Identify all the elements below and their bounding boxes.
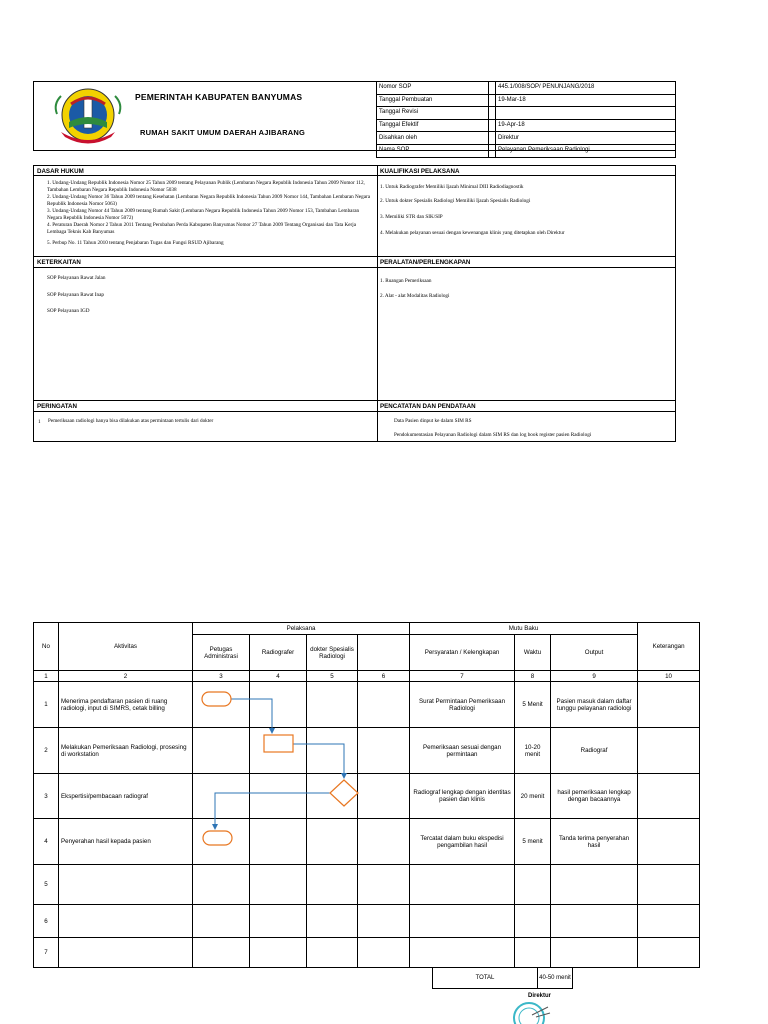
meta-label: Nama SOP xyxy=(377,144,489,157)
row-aktivitas: Ekspertisi/pembacaan radiograf xyxy=(59,774,193,819)
row-persyaratan: Surat Permintaan Pemeriksaan Radiologi xyxy=(410,682,515,728)
col-number: 5 xyxy=(307,671,358,682)
row-waktu: 20 menit xyxy=(515,774,551,819)
flow-arrows xyxy=(215,699,344,829)
meta-value: Direktur xyxy=(496,132,676,145)
peralatan-title: PERALATAN/PERLENGKAPAN xyxy=(380,259,471,266)
row-aktivitas: Penyerahan hasil kepada pasien xyxy=(59,819,193,865)
col-no-header: No xyxy=(34,623,59,671)
row-no: 3 xyxy=(34,774,59,819)
row-no: 5 xyxy=(34,865,59,905)
col-petugas-header: Petugas Administrasi xyxy=(193,635,250,671)
kualifikasi-title: KUALIFIKASI PELAKSANA xyxy=(380,168,460,175)
hospital-stamp-icon xyxy=(512,1001,552,1024)
meta-label: Tanggal Efektif xyxy=(377,119,489,132)
col-output-header: Output xyxy=(551,635,638,671)
col-number: 3 xyxy=(193,671,250,682)
kualifikasi-item: 3. Memiliki STR dan SIK/SIP xyxy=(380,214,443,220)
government-name: PEMERINTAH KABUPATEN BANYUMAS xyxy=(135,92,303,102)
col-number: 2 xyxy=(59,671,193,682)
keterkaitan-item: SOP Pelayanan IGD xyxy=(47,308,90,314)
meta-value: Pelayanan Pemeriksaan Radiologi xyxy=(496,144,676,157)
meta-label: Tanggal Pembuatan xyxy=(377,94,489,107)
row-no: 6 xyxy=(34,905,59,938)
peringatan-title: PERINGATAN xyxy=(37,403,77,410)
pencatatan-item: Data Pasien dinput ke dalam SIM RS xyxy=(394,418,472,424)
dasar-hukum-title: DASAR HUKUM xyxy=(37,168,84,175)
row-aktivitas: Menerima pendaftaran pasien di ruang radiologi, input di SIMRS, cetak billing xyxy=(59,682,193,728)
col-keterangan-header: Keterangan xyxy=(638,623,700,671)
dasar-hukum-item: 1. Undang-Undang Republik Indonesia Nomor 25 Tahun 2009 tentang Pelayanan Publik (Lembaran Negara Republik Indonesia Tahun 2009 Nomor 112, Tambahan Lembaran Negara Republik Indonesia Nomor 5038 xyxy=(47,180,365,193)
col-number: 10 xyxy=(638,671,700,682)
peralatan-item: 2. Alat - alat Modalitas Radiologi xyxy=(380,293,450,299)
hospital-name: RUMAH SAKIT UMUM DAERAH AJIBARANG xyxy=(140,128,306,137)
row-no: 2 xyxy=(34,728,59,774)
col-number: 4 xyxy=(250,671,307,682)
total-label: TOTAL xyxy=(433,968,538,989)
col-mutu-baku-header: Mutu Baku xyxy=(410,623,638,635)
decision-shape xyxy=(330,780,358,806)
col-aktivitas-header: Aktivitas xyxy=(59,623,193,671)
col-number: 6 xyxy=(358,671,410,682)
start-terminator-shape xyxy=(202,692,231,706)
end-terminator-shape xyxy=(203,831,232,845)
row-output: hasil pemeriksaan lengkap dengan bacaannya xyxy=(551,774,638,819)
dasar-hukum-item: 5. Perbup No. 11 Tahun 2010 tentang Penjabaran Tugas dan Fungsi RSUD Ajibarang xyxy=(47,240,224,246)
row-persyaratan: Pemeriksaan sesuai dengan permintaan xyxy=(410,728,515,774)
kualifikasi-item: 4. Melakukan pelayanan sesuai dengan kewenangan klinis yang ditetapkan oleh Direktur xyxy=(380,230,565,236)
total-value: 40-50 menit xyxy=(538,968,573,989)
col-pelaksana-header: Pelaksana xyxy=(193,623,410,635)
director-label: Direktur xyxy=(528,993,552,999)
dasar-hukum-item: 2. Undang-Undang Nomor 36 Tahun 2009 tentang Kesehatan (Lembaran Negara Republik Indonesia Tahun 2009 Nomor 144, Tambahan Lembaran Negara Republik Indonesia Nomor 5063) xyxy=(47,194,371,207)
col-number: 9 xyxy=(551,671,638,682)
meta-label: Nomor SOP xyxy=(377,82,489,95)
col-number: 7 xyxy=(410,671,515,682)
row-no: 4 xyxy=(34,819,59,865)
col-dokter-header: dokter Spesialis Radiologi xyxy=(307,635,358,671)
pencatatan-title: PENCATATAN DAN PENDATAAN xyxy=(380,403,476,410)
row-aktivitas: Melakukan Pemeriksaan Radiologi, prosesing di workstation xyxy=(59,728,193,774)
col-number: 1 xyxy=(34,671,59,682)
row-waktu: 5 menit xyxy=(515,819,551,865)
flow-arrow xyxy=(293,744,344,778)
keterkaitan-item: SOP Pelayanan Rawat Jalan xyxy=(47,275,106,281)
dasar-hukum-item: 3. Undang-Undang Nomor 44 Tahun 2009 tentang Rumah Sakit (Lembaran Negara Republik Indonesia Tahun 2009 Nomor 153, Tambahan Lembaran Negara Republik Indonesia Nomor 5072) xyxy=(47,208,360,221)
row-persyaratan: Radiograf lengkap dengan identitas pasien dan klinis xyxy=(410,774,515,819)
col-radiografer-header: Radiografer xyxy=(250,635,307,671)
row-no: 1 xyxy=(34,682,59,728)
col-waktu-header: Waktu xyxy=(515,635,551,671)
kualifikasi-item: 2. Untuk dokter Spesialis Radiologi Memiliki Ijazah Spesialis Radiologi xyxy=(380,198,531,204)
process-shape xyxy=(264,735,293,752)
col-persyaratan-header: Persyaratan / Kelengkapan xyxy=(410,635,515,671)
keterkaitan-item: SOP Pelayanan Rawat Inap xyxy=(47,292,105,298)
row-persyaratan: Tercatat dalam buku ekspedisi pengambilan hasil xyxy=(410,819,515,865)
pencatatan-item: Pendokumentasian Pelayanan Radiologi dalam SIM RS dan log book register pasien Radiologi xyxy=(394,432,592,438)
flow-arrow xyxy=(231,699,272,733)
peringatan-number: 1 xyxy=(38,419,41,425)
keterkaitan-title: KETERKAITAN xyxy=(37,259,81,266)
row-output: Tanda terima penyerahan hasil xyxy=(551,819,638,865)
meta-value: 19-Apr-18 xyxy=(496,119,676,132)
kualifikasi-item: 1. Untuk Radiografer Memiliki Ijazah Minimal DIII Radiodiagnostik xyxy=(380,184,524,190)
peringatan-text: Pemeriksaan radiologi hanya bisa dilakukan atas permintaan tertulis dari dokter xyxy=(48,418,214,424)
row-output: Radiograf xyxy=(551,728,638,774)
meta-value: 19-Mar-18 xyxy=(496,94,676,107)
peralatan-item: 1. Ruangan Pemeriksaan xyxy=(380,278,432,284)
meta-value: 445.1/008/SOP/ PENUNJANG/2018 xyxy=(496,82,676,95)
row-no: 7 xyxy=(34,938,59,968)
meta-label: Tanggal Revisi xyxy=(377,107,489,120)
row-waktu: 5 Menit xyxy=(515,682,551,728)
row-output: Pasien masuk dalam daftar tunggu pelayanan radiologi xyxy=(551,682,638,728)
row-waktu: 10-20 menit xyxy=(515,728,551,774)
col-number: 8 xyxy=(515,671,551,682)
flow-shapes xyxy=(202,692,358,845)
dasar-hukum-item: 4. Peraturan Daerah Nomor 2 Tahun 2011 Tentang Perubahan Perda Kabupaten Banyumas Nomor 27 Tahun 2009 Tentang Organisasi dan Tata Kerja Lembaga Teknis Kab Banyumas xyxy=(47,222,357,235)
meta-label: Disahkan oleh xyxy=(377,132,489,145)
flow-arrow xyxy=(215,793,331,829)
